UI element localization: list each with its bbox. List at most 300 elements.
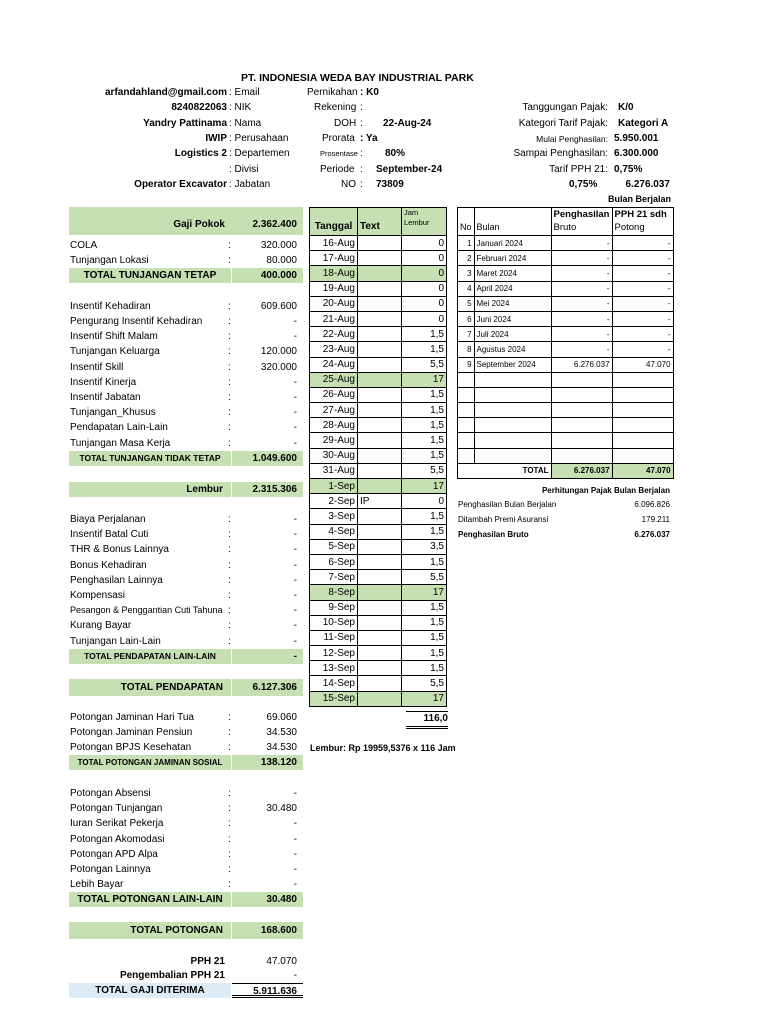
pendapatan-lain-row-label: Bonus Kehadiran	[70, 559, 147, 571]
department-label: : Departemen	[229, 148, 290, 159]
attendance-text	[358, 691, 402, 706]
attendance-hours: 1,5	[402, 661, 447, 676]
attendance-date: 27-Aug	[310, 403, 358, 418]
pendapatan-lain-row-colon: :	[228, 620, 231, 632]
attendance-text	[358, 524, 402, 539]
pendapatan-lain-row	[69, 512, 303, 527]
tunjangan-tidak-tetap-row-value: -	[293, 392, 297, 403]
attendance-row	[310, 509, 447, 524]
attendance-hours: 0	[402, 311, 447, 326]
potongan-lain-row	[69, 816, 303, 831]
no-header: No	[458, 208, 475, 236]
attendance-text	[358, 448, 402, 463]
total-potongan-jamsos-row-label: TOTAL POTONGAN JAMINAN SOSIAL	[69, 755, 231, 770]
attendance-date: 21-Aug	[310, 311, 358, 326]
tunjangan-tidak-tetap-row-value: -	[293, 376, 297, 388]
attendance-hours: 1,5	[402, 327, 447, 342]
attendance-date: 17-Aug	[310, 251, 358, 266]
potongan-jamsos-row-label: Potongan Jaminan Hari Tua	[70, 712, 194, 723]
potongan-lain-row-value: -	[293, 864, 297, 875]
bulan-berjalan-label: Bulan Berjalan	[607, 194, 671, 204]
attendance-date: 5-Sep	[310, 539, 358, 554]
tunjangan-tidak-tetap-row-label: Insentif Shift Malam	[70, 331, 158, 343]
attendance-hours: 1,5	[402, 418, 447, 433]
attendance-date: 3-Sep	[310, 509, 358, 524]
pendapatan-lain-row	[69, 588, 303, 603]
potongan-lain-row-colon: :	[228, 803, 231, 815]
calc-title: Perhitungan Pajak Bulan Berjalan	[541, 486, 670, 495]
tunjangan-tetap-row	[69, 253, 303, 268]
pendapatan-lain-row-value: -	[293, 559, 297, 571]
tax-total-label: TOTAL	[458, 463, 552, 478]
tax-empty-cell	[612, 418, 673, 433]
attendance-hours: 1,5	[402, 600, 447, 615]
attendance-row	[310, 281, 447, 296]
tax-bulan: Februari 2024	[474, 251, 551, 266]
attendance-date: 9-Sep	[310, 600, 358, 615]
attendance-row	[310, 676, 447, 691]
pendapatan-lain-row-value: -	[293, 590, 297, 601]
jam-header-line1: Jam	[404, 208, 419, 217]
potongan-lain-row-colon: :	[228, 848, 231, 860]
tax-empty-cell	[612, 433, 673, 448]
tax-empty-cell	[612, 448, 673, 463]
tunjangan-tidak-tetap-row-label: Insentif Skill	[70, 361, 124, 373]
tax-empty-cell	[458, 372, 475, 387]
tunjangan-tidak-tetap-row-value: -	[293, 316, 297, 327]
rekening-value: :	[360, 102, 363, 113]
tunjangan-tidak-tetap-row-label: Insentif Kinerja	[70, 376, 137, 388]
bruto-header-line1: Penghasilan	[553, 209, 610, 220]
total-gaji-row	[69, 983, 303, 998]
attendance-hours: 1,5	[402, 387, 447, 402]
calc-value: 6.276.037	[634, 530, 670, 540]
attendance-row	[310, 585, 447, 600]
tax-row	[458, 311, 674, 326]
attendance-text	[358, 615, 402, 630]
tax-empty-cell	[474, 448, 551, 463]
tunjangan-tidak-tetap-row	[69, 420, 303, 435]
tax-empty-cell	[551, 418, 612, 433]
pph-header-line2: Potong	[614, 222, 645, 233]
attendance-row	[310, 646, 447, 661]
pengembalian-row-value: -	[293, 970, 297, 981]
tunjangan-tidak-tetap-row-colon: :	[228, 316, 231, 327]
tax-empty-cell	[458, 403, 475, 418]
potongan-lain-row-value: -	[293, 848, 297, 860]
tunjangan-tidak-tetap-row-label: Tunjangan Masa Kerja	[70, 437, 171, 449]
potongan-lain-row-colon: :	[228, 864, 231, 875]
potongan-jamsos-row-value: 69.060	[266, 712, 297, 723]
tanggungan-label: Tanggungan Pajak:	[522, 102, 608, 113]
tunjangan-tidak-tetap-row-label: Tunjangan Keluarga	[70, 346, 160, 358]
tunjangan-tidak-tetap-row	[69, 405, 303, 420]
tax-empty-cell	[551, 433, 612, 448]
attendance-row	[310, 387, 447, 402]
attendance-text	[358, 539, 402, 554]
potongan-lain-row-label: Iuran Serikat Pekerja	[70, 818, 164, 830]
tax-row	[458, 236, 674, 251]
attendance-text	[358, 630, 402, 645]
potongan-jamsos-row-colon: :	[228, 727, 231, 739]
attendance-date: 25-Aug	[310, 372, 358, 387]
name-label: : Nama	[229, 118, 262, 129]
jam-lembur-header	[402, 208, 447, 236]
attendance-hours: 0	[402, 266, 447, 281]
tunjangan-tidak-tetap-row-value: -	[293, 422, 297, 434]
attendance-hours: 17	[402, 372, 447, 387]
potongan-lain-row-label: Lebih Bayar	[70, 879, 124, 891]
tax-bruto: -	[551, 251, 612, 266]
potongan-lain-row-label: Potongan APD Alpa	[70, 848, 158, 860]
tax-total-row	[458, 463, 674, 478]
attendance-date: 14-Sep	[310, 676, 358, 691]
tax-row	[458, 296, 674, 311]
position-label: : Jabatan	[229, 179, 271, 190]
tunjangan-tidak-tetap-row-colon: :	[228, 422, 231, 434]
potongan-lain-row-colon: :	[228, 833, 231, 845]
pendapatan-lain-row-colon: :	[228, 514, 231, 525]
attendance-hours: 1,5	[402, 554, 447, 569]
attendance-date: 7-Sep	[310, 570, 358, 585]
tunjangan-tidak-tetap-row-value: 609.600	[260, 300, 297, 312]
tax-empty-row	[458, 448, 674, 463]
tunjangan-tidak-tetap-row-value: -	[293, 331, 297, 343]
attendance-text	[358, 585, 402, 600]
doh-label: DOH	[334, 118, 357, 129]
total-potongan-lain-row-value: 30.480	[232, 892, 303, 907]
tax-bulan: Agustus 2024	[474, 342, 551, 357]
potongan-lain-row-colon: :	[228, 818, 231, 830]
no-colon: :	[360, 179, 363, 190]
attendance-row	[310, 403, 447, 418]
tax-bruto: -	[551, 342, 612, 357]
tunjangan-tidak-tetap-row	[69, 299, 303, 314]
total-pendapatan-row-label: TOTAL PENDAPATAN	[69, 679, 231, 696]
tunjangan-tidak-tetap-row-colon: :	[228, 361, 231, 373]
potongan-jamsos-row-value: 34.530	[266, 742, 297, 754]
tax-row	[458, 281, 674, 296]
tax-pph: -	[612, 281, 673, 296]
potongan-lain-row-label: Potongan Tunjangan	[70, 803, 163, 815]
total-pendapatan-row-value: 6.127.306	[232, 679, 303, 696]
tax-empty-cell	[612, 387, 673, 402]
pendapatan-lain-row-colon: :	[228, 590, 231, 601]
tunjangan-tidak-tetap-row-value: 120.000	[260, 346, 297, 358]
attendance-row	[310, 661, 447, 676]
tax-empty-cell	[551, 403, 612, 418]
attendance-hours: 0	[402, 251, 447, 266]
tax-empty-row	[458, 418, 674, 433]
potongan-jamsos-row-label: Potongan BPJS Kesehatan	[70, 742, 192, 754]
tax-row	[458, 357, 674, 372]
lembur-note: Lembur: Rp 19959,5376 x 116 Jam	[310, 743, 456, 753]
bruto-header	[551, 208, 612, 236]
tax-row	[458, 266, 674, 281]
attendance-row	[310, 600, 447, 615]
potongan-lain-row-label: Potongan Akomodasi	[70, 833, 165, 845]
tax-bruto: -	[551, 236, 612, 251]
gaji-pokok-label: Gaji Pokok	[173, 219, 225, 230]
tax-empty-cell	[458, 418, 475, 433]
tunjangan-tidak-tetap-row-label: Insentif Jabatan	[70, 392, 141, 403]
attendance-hours: 0	[402, 236, 447, 251]
gaji-pokok-value: 2.362.400	[252, 219, 297, 230]
nik-label: : NIK	[229, 102, 252, 113]
potongan-lain-row	[69, 786, 303, 801]
attendance-hours: 1,5	[402, 630, 447, 645]
lembur-row-label: Lembur	[69, 482, 231, 497]
prorata-value: : Ya	[360, 133, 378, 144]
tax-no: 6	[458, 311, 475, 326]
tax-pph: -	[612, 236, 673, 251]
sampai-label: Sampai Penghasilan:	[513, 148, 608, 159]
attendance-date: 18-Aug	[310, 266, 358, 281]
pengembalian-row-label: Pengembalian PPH 21	[119, 970, 225, 981]
tunjangan-tetap-row-value: 320.000	[260, 240, 297, 251]
attendance-row	[310, 570, 447, 585]
pendapatan-lain-row-label: THR & Bonus Lainnya	[70, 544, 169, 556]
total-pendapatan-lain-row-label: TOTAL PENDAPATAN LAIN-LAIN	[69, 649, 231, 664]
employee-department: Logistics 2	[174, 148, 227, 159]
attendance-text	[358, 342, 402, 357]
total-jam-lembur: 116,0	[406, 711, 448, 729]
potongan-lain-row	[69, 801, 303, 816]
attendance-text	[358, 236, 402, 251]
potongan-jamsos-row-label: Potongan Jaminan Pensiun	[70, 727, 193, 739]
tax-empty-cell	[474, 372, 551, 387]
attendance-row	[310, 479, 447, 494]
total-potongan-lain-row	[69, 892, 303, 907]
tax-bruto: -	[551, 311, 612, 326]
tax-total-bruto: 6.276.037	[551, 463, 612, 478]
attendance-text	[358, 311, 402, 326]
attendance-date: 16-Aug	[310, 236, 358, 251]
pendapatan-lain-row	[69, 603, 303, 618]
pendapatan-lain-row	[69, 527, 303, 542]
tarif-label: Tarif PPH 21:	[549, 164, 608, 175]
periode-value: September-24	[376, 164, 443, 175]
attendance-row	[310, 296, 447, 311]
email-label: : Email	[229, 87, 260, 98]
tax-pph: -	[612, 311, 673, 326]
attendance-hours: 1,5	[402, 509, 447, 524]
attendance-date: 28-Aug	[310, 418, 358, 433]
attendance-row	[310, 524, 447, 539]
division-label: : Divisi	[229, 164, 259, 175]
potongan-lain-row-colon: :	[228, 788, 231, 799]
attendance-row	[310, 463, 447, 478]
attendance-row	[310, 433, 447, 448]
tunjangan-tidak-tetap-row-colon: :	[228, 346, 231, 358]
attendance-date: 11-Sep	[310, 630, 358, 645]
potongan-lain-row-value: -	[293, 788, 297, 799]
tax-no: 5	[458, 296, 475, 311]
attendance-date: 15-Sep	[310, 691, 358, 706]
tax-empty-row	[458, 372, 674, 387]
sampai-value: 6.300.000	[614, 148, 659, 159]
total-pendapatan-lain-row	[69, 649, 303, 664]
attendance-hours: 1,5	[402, 433, 447, 448]
tax-pph: -	[612, 251, 673, 266]
attendance-text	[358, 600, 402, 615]
attendance-date: 20-Aug	[310, 296, 358, 311]
tax-no: 8	[458, 342, 475, 357]
company-label: : Perusahaan	[229, 133, 289, 144]
attendance-row	[310, 342, 447, 357]
attendance-row	[310, 615, 447, 630]
tarif-amount: 6.276.037	[625, 179, 670, 190]
pendapatan-lain-row-label: Kompensasi	[70, 590, 126, 601]
tax-bulan: Juli 2024	[474, 327, 551, 342]
tunjangan-tetap-row-value: 80.000	[266, 255, 297, 267]
attendance-hours: 17	[402, 585, 447, 600]
pendapatan-lain-row-value: -	[293, 635, 297, 647]
attendance-text	[358, 433, 402, 448]
employee-name: Yandry Pattinama	[143, 118, 227, 129]
attendance-date: 1-Sep	[310, 479, 358, 494]
tunjangan-tidak-tetap-row-colon: :	[228, 300, 231, 312]
calc-label: Penghasilan Bulan Berjalan	[458, 500, 557, 509]
potongan-lain-row-value: -	[293, 818, 297, 830]
attendance-text	[358, 570, 402, 585]
text-header: Text	[358, 208, 402, 236]
potongan-jamsos-row-value: 34.530	[266, 727, 297, 739]
tax-empty-cell	[612, 372, 673, 387]
tax-pph: -	[612, 296, 673, 311]
tunjangan-tidak-tetap-row-label: Tunjangan_Khusus	[70, 407, 156, 419]
pph-header	[612, 208, 673, 236]
attendance-date: 30-Aug	[310, 448, 358, 463]
tax-empty-row	[458, 403, 674, 418]
attendance-row	[310, 311, 447, 326]
attendance-date: 12-Sep	[310, 646, 358, 661]
periode-label: Periode	[320, 164, 355, 175]
attendance-hours: 5,5	[402, 357, 447, 372]
attendance-row	[310, 448, 447, 463]
potongan-lain-row-value: -	[293, 879, 297, 891]
pendapatan-lain-row	[69, 558, 303, 573]
tunjangan-tidak-tetap-row-colon: :	[228, 437, 231, 449]
pph21-row-label: PPH 21	[190, 956, 225, 967]
pendapatan-lain-row-value: -	[293, 574, 297, 586]
tax-bruto: -	[551, 281, 612, 296]
attendance-text	[358, 372, 402, 387]
tax-table	[457, 207, 674, 479]
attendance-text	[358, 463, 402, 478]
pph21-row-value: 47.070	[266, 956, 297, 967]
tunjangan-tidak-tetap-row	[69, 375, 303, 390]
pendapatan-lain-row	[69, 573, 303, 588]
pendapatan-lain-row	[69, 634, 303, 649]
tunjangan-tidak-tetap-row	[69, 390, 303, 405]
tunjangan-tidak-tetap-row	[69, 360, 303, 375]
tax-empty-cell	[474, 403, 551, 418]
pernikahan-value: : K0	[360, 87, 379, 98]
tunjangan-tidak-tetap-row	[69, 314, 303, 329]
jam-header-line2: Lembur	[404, 218, 430, 227]
tax-bruto: -	[551, 296, 612, 311]
total-tunjangan-tidak-tetap-row	[69, 451, 303, 466]
attendance-text	[358, 327, 402, 342]
tax-no: 3	[458, 266, 475, 281]
pernikahan-label: Pernikahan	[307, 87, 358, 98]
attendance-row	[310, 266, 447, 281]
tax-empty-row	[458, 387, 674, 402]
bulan-header: Bulan	[474, 208, 551, 236]
tanggal-header: Tanggal	[310, 208, 358, 236]
kategori-label: Kategori Tarif Pajak:	[518, 118, 608, 129]
pendapatan-lain-row-colon: :	[228, 574, 231, 586]
no-value: 73809	[376, 179, 404, 190]
tunjangan-tidak-tetap-row	[69, 329, 303, 344]
attendance-table	[309, 207, 447, 707]
tarif-value: 0,75%	[614, 164, 643, 175]
attendance-text	[358, 509, 402, 524]
attendance-date: 10-Sep	[310, 615, 358, 630]
tax-no: 1	[458, 236, 475, 251]
potongan-lain-row-value: -	[293, 833, 297, 845]
calc-value: 6.096.826	[634, 500, 670, 509]
tax-pph: 47.070	[612, 357, 673, 372]
attendance-hours: 3,5	[402, 539, 447, 554]
rekening-label: Rekening	[314, 102, 357, 113]
total-tunjangan-tetap-row-label: TOTAL TUNJANGAN TETAP	[69, 268, 231, 283]
attendance-text	[358, 266, 402, 281]
prosentase-label: Prosentase	[320, 149, 358, 158]
pph21-row	[69, 954, 303, 969]
attendance-date: 2-Sep	[310, 494, 358, 509]
pendapatan-lain-row-label: Pesangon & Penggantian Cuti Tahuna	[70, 605, 223, 616]
attendance-row	[310, 327, 447, 342]
tax-no: 4	[458, 281, 475, 296]
pengembalian-row	[69, 968, 303, 983]
tax-bulan: September 2024	[474, 357, 551, 372]
tax-empty-cell	[474, 433, 551, 448]
total-potongan-row-value: 168.600	[232, 922, 303, 939]
attendance-hours: 0	[402, 296, 447, 311]
employee-nik: 8240822063	[171, 102, 227, 113]
calc-value: 179.211	[641, 515, 670, 525]
pendapatan-lain-row-colon: :	[228, 529, 231, 541]
attendance-row	[310, 630, 447, 645]
total-potongan-jamsos-row	[69, 755, 303, 770]
doh-colon: :	[360, 118, 363, 129]
potongan-lain-row	[69, 832, 303, 847]
tax-no: 7	[458, 327, 475, 342]
attendance-text	[358, 418, 402, 433]
tunjangan-tidak-tetap-row-colon: :	[228, 376, 231, 388]
pendapatan-lain-row-value: -	[293, 529, 297, 541]
potongan-lain-row	[69, 877, 303, 892]
tax-row	[458, 327, 674, 342]
attendance-hours: 1,5	[402, 403, 447, 418]
tunjangan-tidak-tetap-row	[69, 344, 303, 359]
tax-empty-row	[458, 433, 674, 448]
tunjangan-tidak-tetap-row-colon: :	[228, 407, 231, 419]
pendapatan-lain-row-label: Insentif Batal Cuti	[70, 529, 149, 541]
pendapatan-lain-row-label: Penghasilan Lainnya	[70, 574, 163, 586]
total-pendapatan-row	[69, 679, 303, 696]
attendance-date: 4-Sep	[310, 524, 358, 539]
pendapatan-lain-row-value: -	[293, 605, 297, 617]
pendapatan-lain-row	[69, 618, 303, 633]
potongan-lain-row-colon: :	[228, 879, 231, 891]
tax-no: 9	[458, 357, 475, 372]
tunjangan-tidak-tetap-row-value: -	[293, 437, 297, 449]
attendance-hours: 0	[402, 494, 447, 509]
tunjangan-tetap-row	[69, 238, 303, 253]
